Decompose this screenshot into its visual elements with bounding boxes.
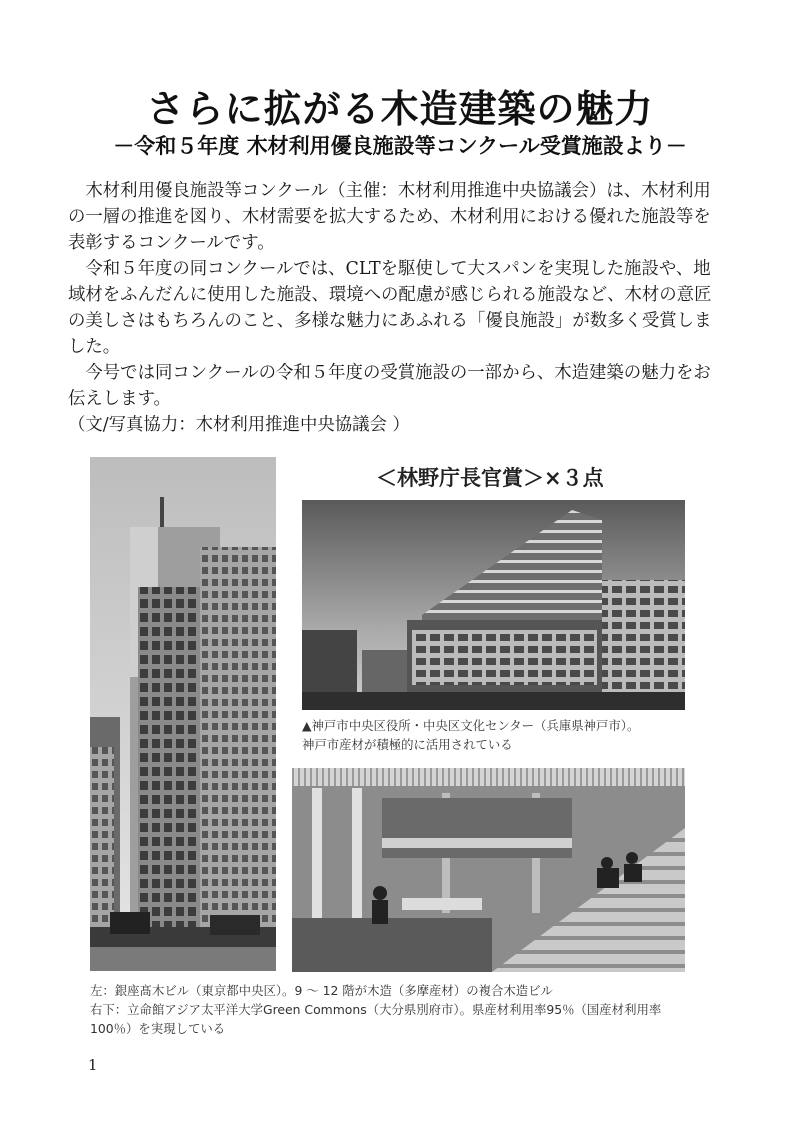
intro-paragraph-1: 木材利用優良施設等コンクール（主催：木材利用推進中央協議会）は、木材利用の一層の推進を図り、木材需要を拡大するため、木材利用における優れた施設等を表彰するコンクールです。: [68, 181, 711, 253]
award-heading: ＜林野庁長官賞＞×３点: [376, 466, 604, 490]
intro-paragraph-2: 令和５年度の同コンクールでは、CLTを駆使して大スパンを実現した施設や、地域材をふんだんに使用した施設、環境への配慮が感じられる施設など、木材の意匠の美しさはもちろんのこと、多様な魅力にあふれる「優良施設」が数多く受賞しました。: [68, 259, 712, 357]
photo-credit: （文/写真協力：木材利用推進中央協議会 ）: [68, 415, 410, 435]
kobe-caption-line-1: ▲神戸市中央区役所・中央区文化センター（兵庫県神戸市）。: [302, 718, 640, 733]
ginza-building-photo: [90, 457, 276, 971]
intro-paragraph-3: 今号では同コンクールの令和５年度の受賞施設の一部から、木造建築の魅力をお伝えします。: [68, 363, 711, 409]
bottom-caption: [90, 981, 710, 1038]
bottom-caption-line-1: 左：銀座髙木ビル（東京都中央区）。9 ～ 12 階が木造（多摩産材）の複合木造ビル: [90, 983, 553, 998]
page-number: 1: [88, 1056, 98, 1074]
bottom-caption-line-3: 100％）を実現している: [90, 1021, 226, 1036]
green-commons-photo: [292, 768, 685, 972]
kobe-caption-line-2: 神戸市産材が積極的に活用されている: [302, 737, 513, 752]
intro-text: [68, 178, 718, 438]
kobe-office-photo: [302, 500, 685, 710]
page-title: さらに拡がる木造建築の魅力: [146, 87, 654, 131]
bottom-caption-line-2: 右下：立命館アジア太平洋大学Green Commons（大分県別府市）。県産材利用率95％（国産材利用率: [90, 1002, 662, 1017]
page-subtitle: －令和５年度 木材利用優良施設等コンクール受賞施設より－: [113, 134, 687, 158]
kobe-caption: [302, 716, 692, 754]
